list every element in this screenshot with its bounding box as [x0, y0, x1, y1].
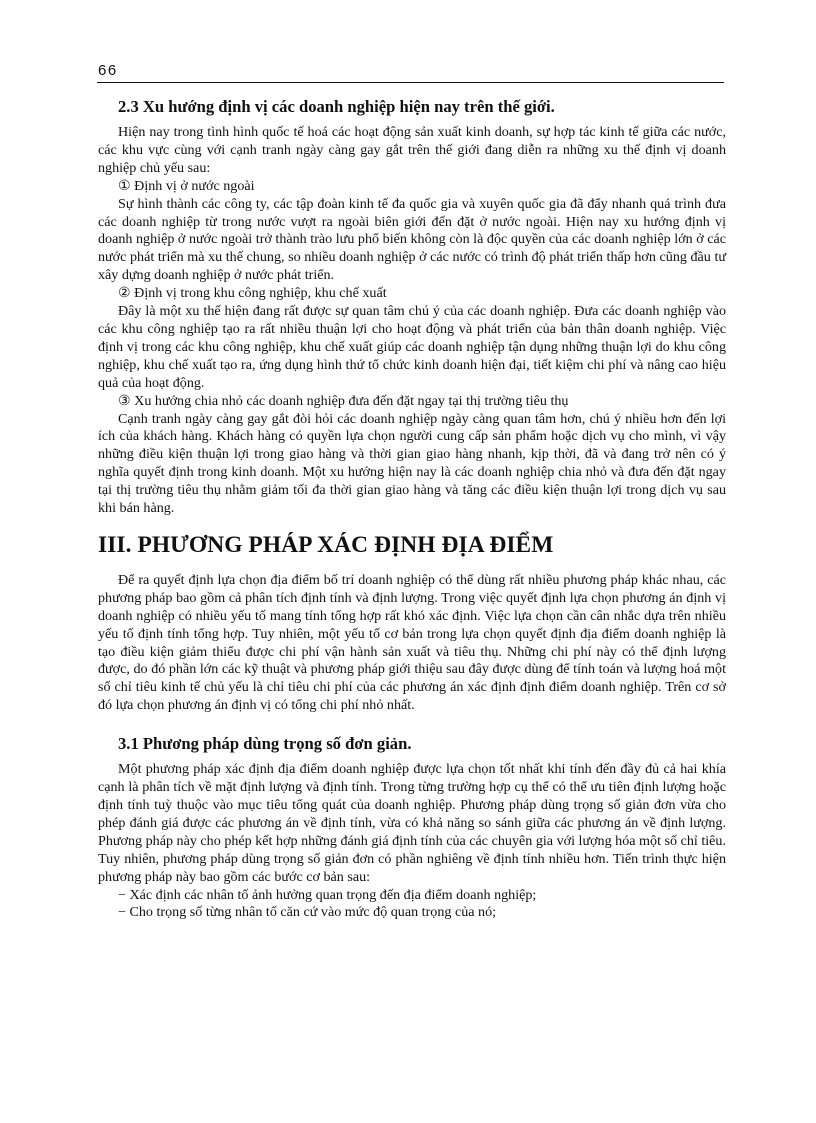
- trend-1-body: Sự hình thành các công ty, các tập đoàn kinh tế đa quốc gia và xuyên quốc gia đã đẩy nhanh quá trình đưa các doanh nghiệp từ trong nước vượt ra ngoài biên giới đến đặt ở nước ngoài. Hiện nay xu hướng định vị doanh nghiệp ở nước ngoài trở thành trào lưu phổ biến không còn là độc quyền của các doanh nghiệp lớn ở các nước phát triển mà xu thế chung, so nhiều doanh nghiệp ở các nước có trình độ phát triển thấp hơn cũng đầu tư xây dựng doanh nghiệp ở nước phát triển.: [98, 195, 726, 284]
- trend-3-title: ③ Xu hướng chia nhỏ các doanh nghiệp đưa đến đặt ngay tại thị trường tiêu thụ: [118, 392, 569, 409]
- page-number: 66: [98, 62, 118, 79]
- step-1: − Xác định các nhân tố ảnh hưởng quan trọng đến địa điểm doanh nghiệp;: [118, 886, 537, 903]
- section-III-heading: III. PHƯƠNG PHÁP XÁC ĐỊNH ĐỊA ĐIỂM: [98, 531, 554, 558]
- trend-2-title: ② Định vị trong khu công nghiệp, khu chế xuất: [118, 285, 387, 302]
- trend-3-body: Cạnh tranh ngày càng gay gắt đòi hỏi các doanh nghiệp ngày càng quan tâm hơn, chú ý nhiều hơn đến lợi ích của khách hàng. Khách hàng có quyền lựa chọn người cung cấp sản phẩm hoặc dịch vụ cho mình, vì vậy những điều kiện thuận lợi trong giao hàng và thời gian giao hàng nhanh, kịp thời, đã và đang trở nên có ý nghĩa quyết định trong kinh doanh. Một xu hướng hiện nay là các doanh nghiệp chia nhỏ và đưa đến đặt ngay tại thị trường tiêu thụ nhằm giảm tối đa thời gian giao hàng và tăng các điều kiện thuận lợi trong dịch vụ sau khi bán hàng.: [98, 410, 726, 517]
- section-2-3-intro: Hiện nay trong tình hình quốc tế hoá các hoạt động sản xuất kinh doanh, sự hợp tác kinh tế giữa các nước, các khu vực cùng với cạnh tranh ngày càng gay gắt trên thế giới đang diễn ra những xu thế định vị doanh nghiệp chủ yếu sau:: [98, 124, 726, 176]
- trend-1-title: ① Định vị ở nước ngoài: [118, 177, 255, 194]
- section-III-body: Để ra quyết định lựa chọn địa điểm bố trí doanh nghiệp có thể dùng rất nhiều phương pháp khác nhau, các phương pháp bao gồm cả phân tích định tính và định lượng. Trong việc quyết định lựa chọn phương án định vị doanh nghiệp có nhiều yếu tố mang tính tổng hợp rất khó xác định. Việc lựa chọn cần cân nhắc dựa trên nhiều yếu tố định tính tổng hợp. Tuy nhiên, một yếu tố cơ bản trong lựa chọn quyết định địa điểm doanh nghiệp là tạo điều kiện giảm thiểu được chi phí vận hành sản xuất và tiêu thụ. Những chi phí này có thể định lượng được, do đó phần lớn các kỹ thuật và phương pháp giới thiệu sau đây được dùng để tính toán và lượng hoá một số chỉ tiêu kinh tế chủ yếu là chỉ tiêu chi phí của các phương án xác định định điểm doanh nghiệp. Trên cơ sở đó lựa chọn phương án định vị có tổng chi phí nhỏ nhất.: [98, 571, 726, 714]
- page-content: [98, 96, 726, 922]
- step-2: − Cho trọng số từng nhân tố căn cứ vào mức độ quan trọng của nó;: [118, 904, 497, 921]
- section-3-1-heading: 3.1 Phương pháp dùng trọng số đơn giản.: [118, 734, 412, 754]
- header-rule: [97, 82, 724, 83]
- section-2-3-heading: 2.3 Xu hướng định vị các doanh nghiệp hiện nay trên thế giới.: [118, 97, 555, 116]
- section-3-1-body: Một phương pháp xác định địa điểm doanh nghiệp được lựa chọn tốt nhất khi tính đến đầy đủ cả hai khía cạnh là phân tích về mặt định lượng và định tính. Trong từng trường hợp cụ thể có thể ưu tiên định lượng hoặc định tính tuỳ thuộc vào mục tiêu tổng quát của doanh nghiệp. Phương pháp dùng trọng số giản đơn vừa cho phép đánh giá được các phương án về định tính, vừa có khả năng so sánh giữa các phương án về định lượng. Phương pháp này cho phép kết hợp những đánh giá định tính của các chuyên gia với lượng hóa một số chỉ tiêu. Tuy nhiên, phương pháp dùng trọng số giản đơn có phần nghiêng về định tính nhiều hơn. Tiến trình thực hiện phương pháp này bao gồm các bước cơ bản sau:: [98, 761, 726, 885]
- trend-2-body: Đây là một xu thế hiện đang rất được sự quan tâm chú ý của các doanh nghiệp. Đưa các doanh nghiệp vào các khu công nghiệp tạo ra rất nhiều thuận lợi cho hoạt động và phát triển của bản thân doanh nghiệp. Việc định vị trong các khu công nghiệp, khu chế xuất giúp các doanh nghiệp tận dụng những thuận lợi do khu công nghiệp, khu chế xuất tạo ra, ứng dụng hình thứ tổ chức kinh doanh hiện đại, tiết kiệm chi phí và nâng cao hiệu quả của hoạt động.: [98, 303, 726, 391]
